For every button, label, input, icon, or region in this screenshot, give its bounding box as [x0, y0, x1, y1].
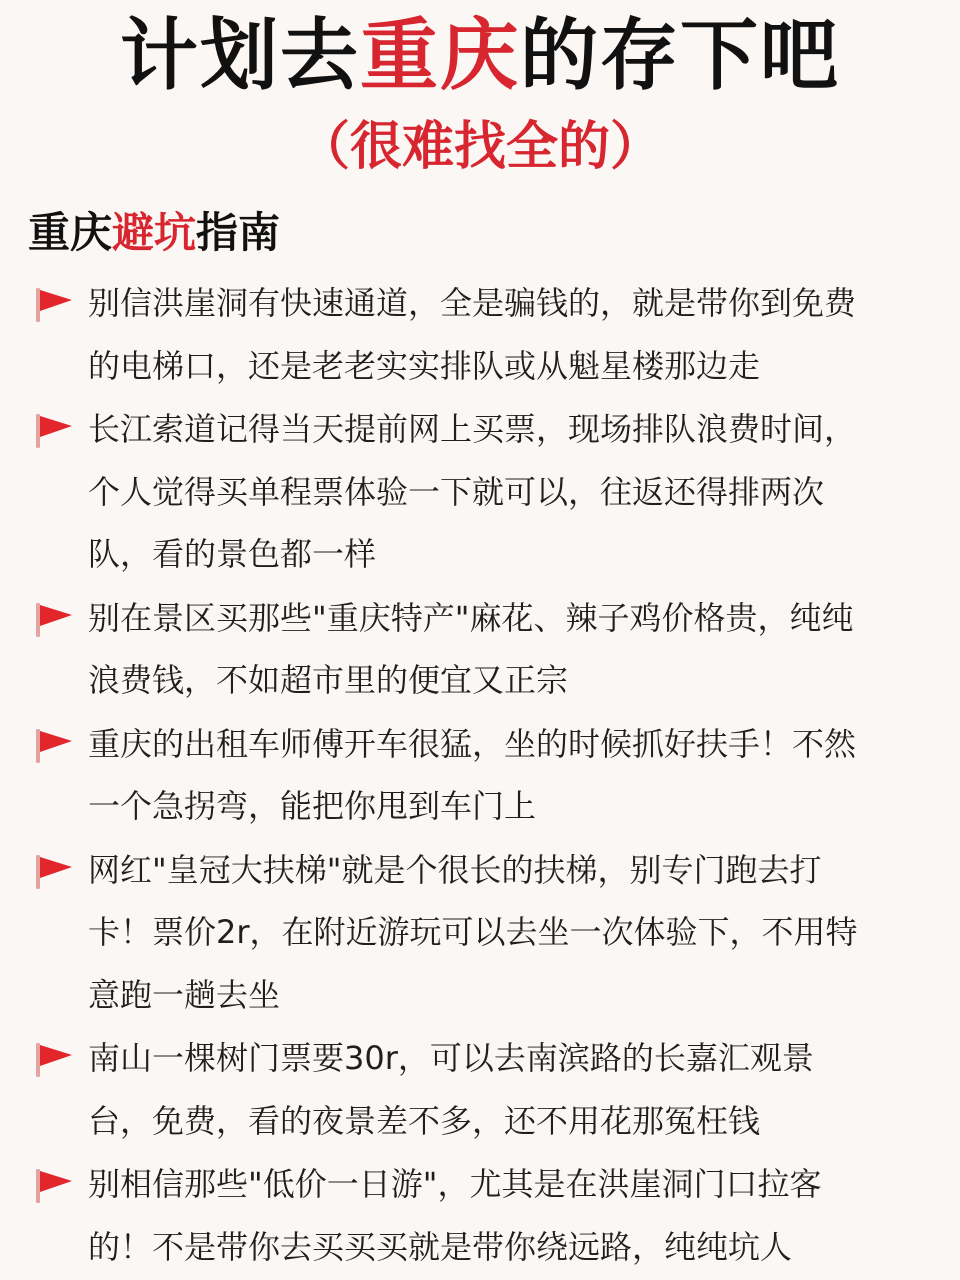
title-part-2: 的存下吧 [520, 11, 841, 101]
tip-line: 别信洪崖洞有快速通道，全是骗钱的，就是带你到免费 [88, 284, 857, 322]
tip-item [0, 1153, 960, 1278]
red-flag-icon [34, 854, 74, 890]
tip-item [0, 713, 960, 838]
red-flag-icon [34, 728, 74, 764]
page-subtitle: （很难找全的） [297, 117, 662, 177]
red-flag-icon [34, 602, 74, 638]
tip-line: 意跑一趟去坐 [88, 975, 281, 1014]
tip-line: 浪费钱，不如超市里的便宜又正宗 [88, 661, 569, 699]
tip-item [0, 272, 960, 397]
tip-line: 台，免费，看的夜景差不多，还不用花那冤枉钱 [88, 1101, 761, 1140]
tip-item [0, 587, 960, 712]
tip-line: 网红"皇冠大扶梯"就是个很长的扶梯，别专门跑去打 [88, 850, 822, 889]
section-title-part-2: 指南 [196, 208, 281, 257]
section-title-part-1: 重庆 [28, 208, 113, 257]
red-flag-icon [34, 287, 74, 323]
tip-line: 的！不是带你去买买买就是带你绕远路，纯纯坑人 [88, 1227, 793, 1266]
tip-line: 队，看的景色都一样 [88, 535, 377, 573]
section-title-highlight: 避坑 [112, 208, 197, 257]
tip-line: 别在景区买那些"重庆特产"麻花、辣子鸡价格贵，纯纯 [88, 598, 854, 637]
section-title [28, 203, 280, 263]
tip-line: 的电梯口，还是老老实实排队或从魁星楼那边走 [88, 346, 761, 385]
red-flag-icon [34, 413, 74, 449]
tip-line: 卡！票价2r，在附近游玩可以去坐一次体验下，不用特 [88, 913, 858, 951]
red-flag-icon [34, 1168, 74, 1204]
title-part-1: 计划去 [119, 11, 360, 101]
tip-line: 个人觉得买单程票体验一下就可以，往返还得排两次 [88, 472, 825, 511]
tip-line: 长江索道记得当天提前网上买票，现场排队浪费时间， [88, 410, 857, 448]
tips-list [0, 272, 960, 1279]
tip-item [0, 1027, 960, 1152]
tip-line: 南山一棵树门票要30r，可以去南滨路的长嘉汇观景 [88, 1039, 814, 1077]
tip-line: 一个急拐弯，能把你甩到车门上 [88, 787, 537, 825]
tip-item [0, 839, 960, 1027]
tip-line: 别相信那些"低价一日游"，尤其是在洪崖洞门口拉客 [88, 1165, 822, 1203]
tip-line: 重庆的出租车师傅开车很猛，坐的时候抓好扶手！不然 [88, 724, 857, 763]
tip-item [0, 398, 960, 586]
page-title [0, 6, 960, 106]
title-highlight: 重庆 [359, 11, 520, 101]
red-flag-icon [34, 1042, 74, 1078]
